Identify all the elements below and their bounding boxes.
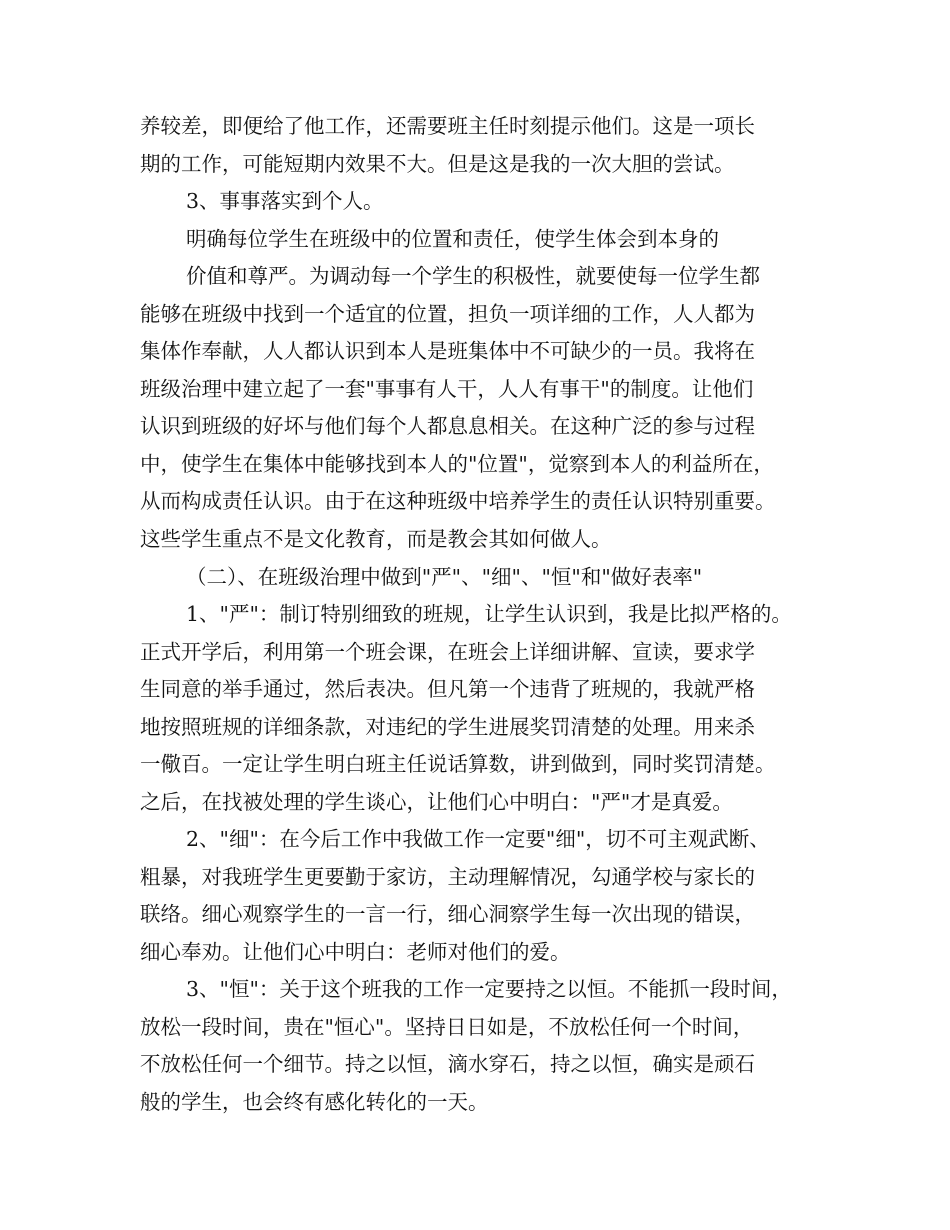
paragraph-line: 1、"严"：制订特别细致的班规，让学生认识到，我是比拟严格的。 — [186, 602, 792, 626]
paragraph-line: 般的学生，也会终有感化转化的一天。 — [140, 1090, 489, 1114]
paragraph-line: 地按照班规的详细条款，对违纪的学生进展奖罚清楚的处理。用来杀 — [140, 715, 755, 739]
paragraph-line: 之后，在找被处理的学生谈心，让他们心中明白："严"才是真爱。 — [140, 790, 733, 814]
paragraph-line: 正式开学后，利用第一个班会课，在班会上详细讲解、宣读，要求学 — [140, 640, 755, 664]
paragraph-line: 认识到班级的好坏与他们每个人都息息相关。在这种广泛的参与过程 — [140, 414, 755, 438]
paragraph-line: 集体作奉献，人人都认识到本人是班集体中不可缺少的一员。我将在 — [140, 339, 755, 363]
paragraph-line: 养较差，即便给了他工作，还需要班主任时刻提示他们。这是一项长 — [140, 114, 755, 138]
paragraph-line: 生同意的举手通过，然后表决。但凡第一个违背了班规的，我就严格 — [140, 677, 755, 701]
section-heading: （二）、在班级治理中做到"严"、"细"、"恒"和"做好表率" — [186, 565, 703, 589]
paragraph-line: 这些学生重点不是文化教育，而是教会其如何做人。 — [140, 527, 612, 551]
paragraph-line: 期的工作，可能短期内效果不大。但是这是我的一次大胆的尝试。 — [140, 152, 735, 176]
paragraph-line: 一儆百。一定让学生明白班主任说话算数，讲到做到，同时奖罚清楚。 — [140, 752, 776, 776]
paragraph-line: 明确每位学生在班级中的位置和责任，使学生体会到本身的 — [186, 227, 719, 251]
paragraph-line: 3、"恒"：关于这个班我的工作一定要持之以恒。不能抓一段时间， — [186, 977, 792, 1001]
paragraph-line: 价值和尊严。为调动每一个学生的积极性，就要使每一位学生都 — [186, 264, 760, 288]
paragraph-line: 中，使学生在集体中能够找到本人的"位置"，觉察到本人的利益所在， — [140, 452, 774, 476]
section-heading: 3、事事落实到个人。 — [186, 189, 384, 213]
paragraph-line: 粗暴，对我班学生更要勤于家访，主动理解情况，勾通学校与家长的 — [140, 865, 755, 889]
paragraph-line: 2、"细"：在今后工作中我做工作一定要"细"，切不可主观武断、 — [186, 827, 770, 851]
paragraph-line: 联络。细心观察学生的一言一行，细心洞察学生每一次出现的错误， — [140, 902, 755, 926]
paragraph-line: 不放松任何一个细节。持之以恒，滴水穿石，持之以恒，确实是顽石 — [140, 1052, 755, 1076]
paragraph-line: 能够在班级中找到一个适宜的位置，担负一项详细的工作，人人都为 — [140, 302, 755, 326]
paragraph-line: 从而构成责任认识。由于在这种班级中培养学生的责任认识特别重要。 — [140, 489, 776, 513]
paragraph-line: 班级治理中建立起了一套"事事有人干，人人有事干"的制度。让他们 — [140, 377, 754, 401]
paragraph-line: 细心奉劝。让他们心中明白：老师对他们的爱。 — [140, 940, 571, 964]
paragraph-line: 放松一段时间，贵在"恒心"。坚持日日如是，不放松任何一个时间， — [140, 1015, 754, 1039]
